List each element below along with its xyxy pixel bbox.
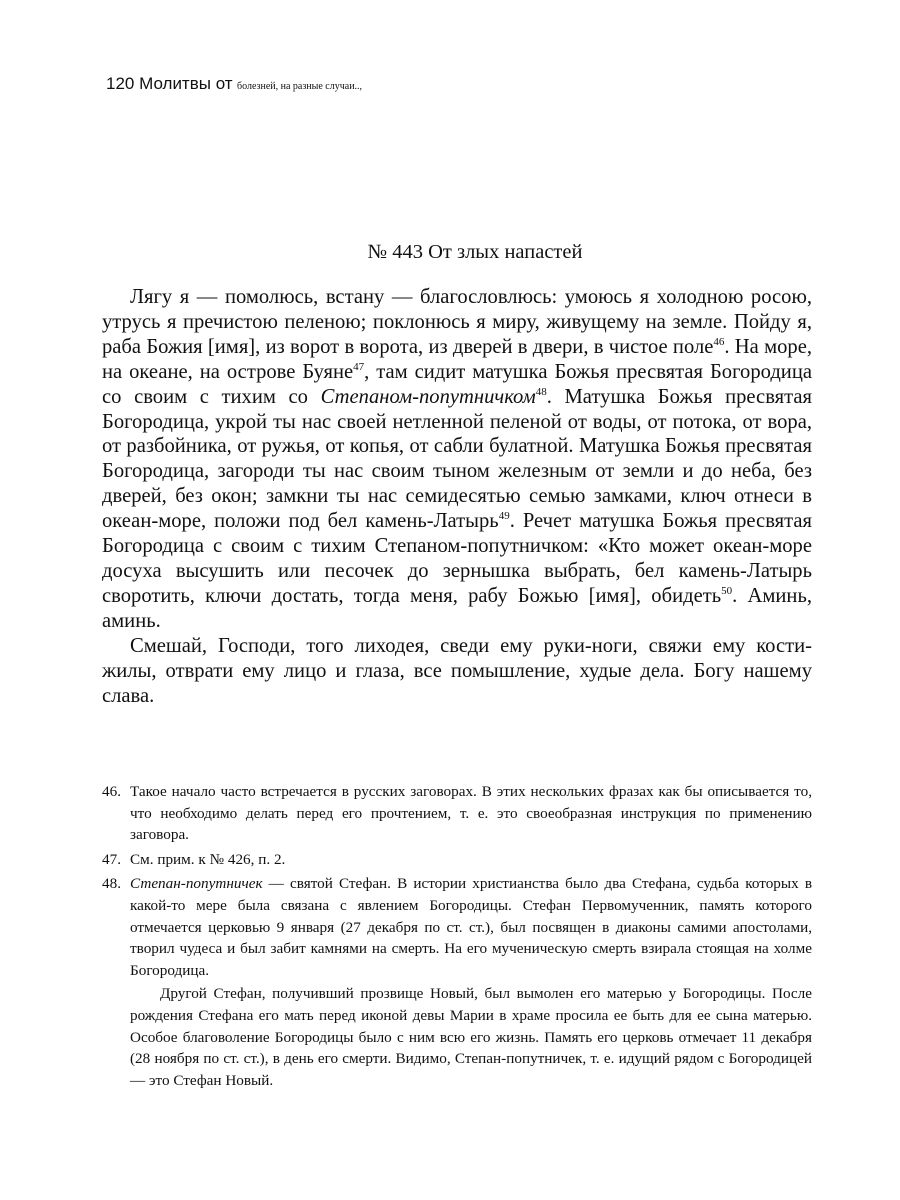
footnote-ref-46[interactable]: 46 bbox=[713, 335, 725, 348]
footnotes bbox=[102, 781, 812, 1094]
prayer-title: № 443 От злых напастей bbox=[367, 241, 583, 263]
footnote-48 bbox=[102, 873, 812, 1091]
prayer-emphasis: Степаном-попутничком bbox=[320, 385, 536, 408]
running-header bbox=[106, 74, 362, 94]
footnote-text-part: — святой Стефан. В истории христианства было два Стефана, судьба которых в какой-то мере была связана с явлением Богородицы. Стефан Первомученник, память которого отмечается церковью 9 января (27 декабря по ст. ст.), был посвящен в диаконы самими апостолами, творил чудеса и был забит камнями на смерть. На его мученическую смерть взирала стоящая на холме Богородица. bbox=[130, 875, 812, 979]
prayer-text: . Матушка Божья пресвятая Богородица, укрой ты нас своей нетленной пеленой от воды, от потока, от вора, от разбойника, от ружья, от копья, от сабли булатной. Матушка Божья пресвятая Богородица, загороди ты нас своим тыном железным от земли и до неба, без дверей, без окон; замкни ты нас семидесятью семью замками, ключ отнеси в океан-море, положи под бел камень-Латырь bbox=[102, 385, 812, 533]
prayer-text: . Речет матушка Божья пресвятая Богородица с своим с тихим Степаном-попутничком: «Кто может океан-море досуха высушить или песочек до зернышка выбрать, бел камень-Латырь своротить, ключи достать, тогда меня, рабу Божью [имя], обидеть bbox=[102, 510, 812, 607]
footnote-emphasis: Степан-попутничек bbox=[130, 875, 263, 893]
footnote-47 bbox=[102, 849, 812, 871]
footnote-text: См. прим. к № 426, п. 2. bbox=[130, 850, 286, 868]
footnote-text-continued: Другой Стефан, получивший прозвище Новый, был вымолен его матерью у Богородицы. После рождения Стефана его мать перед иконой девы Марии в храме просила ее быть для ее сына матерью. Особое благоволение Богородицы было с ним всю его жизнь. Память его церковь отмечает 11 декабря (28 ноября по ст. ст.), в день его смерти. Видимо, Степан-попутничек, т. е. идущий рядом с Богородицей — это Стефан Новый. bbox=[130, 985, 812, 1089]
prayer-body bbox=[102, 285, 812, 708]
prayer-text: , там сидит матушка Божья пресвятая Богородица со своим с тихим со bbox=[102, 360, 812, 408]
running-subtitle: болезней, на разные случаи.., bbox=[237, 81, 363, 92]
footnote-ref-48[interactable]: 48 bbox=[535, 385, 547, 398]
footnote-number: 47. bbox=[102, 850, 121, 868]
prayer-paragraph-1 bbox=[102, 285, 812, 634]
footnote-number: 46. bbox=[102, 783, 121, 800]
footnote-text: Такое начало часто встречается в русских заговорах. В этих нескольких фразах как бы описывается то, что необходимо делать перед его прочтением, т. е. это своеобразная инструкция по применению заговора. bbox=[130, 783, 812, 844]
footnote-text bbox=[130, 873, 812, 981]
footnote-ref-49[interactable]: 49 bbox=[498, 510, 510, 523]
prayer-text: . На море, на океане, на острове Буяне bbox=[102, 335, 812, 383]
footnote-ref-47[interactable]: 47 bbox=[353, 360, 365, 373]
prayer-text: . Аминь, аминь. bbox=[102, 584, 812, 632]
prayer-paragraph-2: Смешай, Господи, того лиходея, сведи ему руки-ноги, свяжи ему кости-жилы, отврати ему лицо и глаза, все помышление, худые дела. Богу нашему слава. bbox=[102, 634, 812, 707]
footnote-ref-50[interactable]: 50 bbox=[721, 585, 733, 598]
running-title: 120 Молитвы от bbox=[106, 74, 233, 93]
prayer-text: Лягу я — помолюсь, встану — благословлюсь: умоюсь я холодною росою, утрусь я пречистою пеленою; поклонюсь я миру, живущему на земле. Пойду я, раба Божия [имя], из ворот в ворота, из дверей в двери, в чистое поле bbox=[102, 286, 812, 358]
footnote-number: 48. bbox=[102, 875, 121, 893]
footnote-46 bbox=[102, 781, 812, 846]
